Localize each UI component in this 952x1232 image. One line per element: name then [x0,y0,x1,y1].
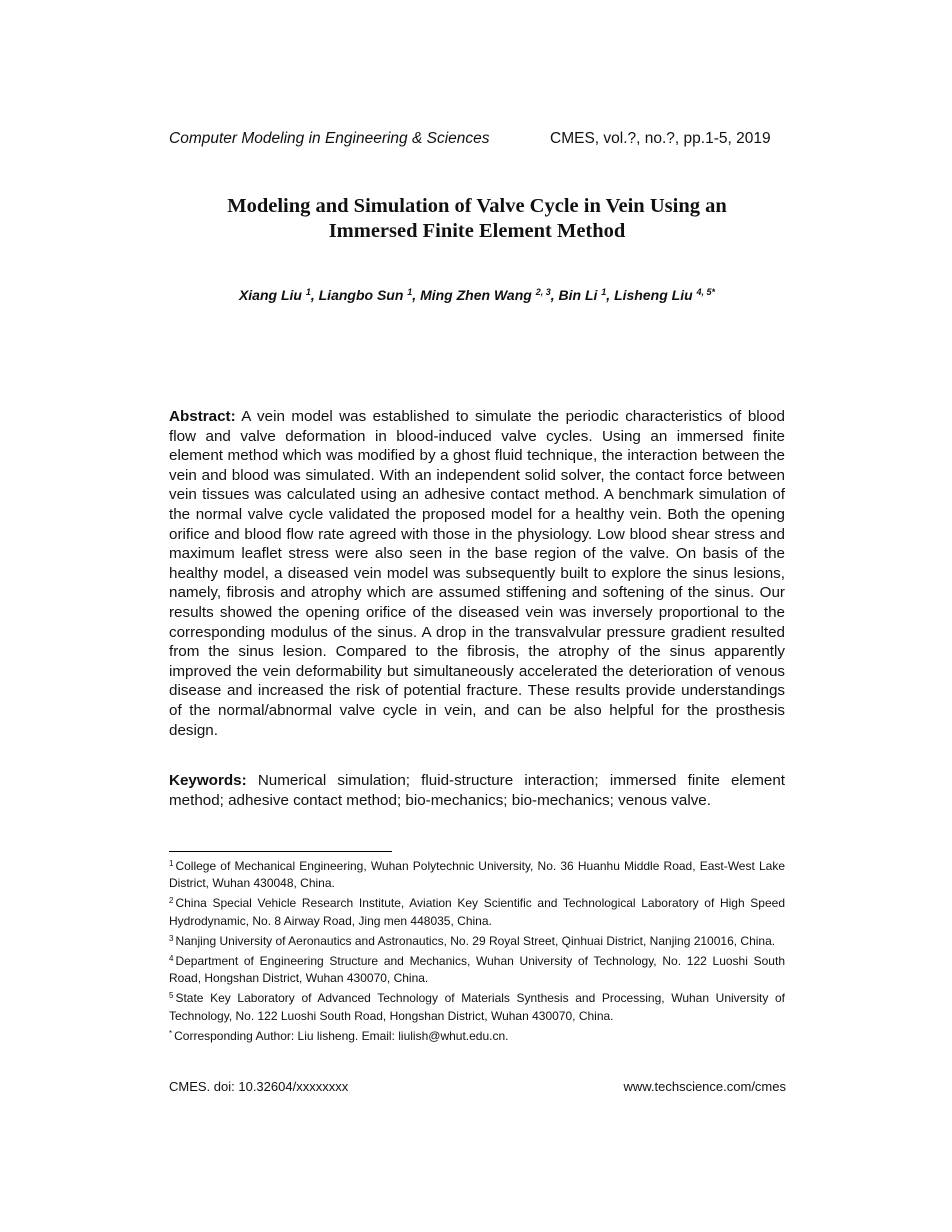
website-link[interactable]: www.techscience.com/cmes [623,1079,786,1094]
volume-info: CMES, vol.?, no.?, pp.1-5, 2019 [550,130,771,147]
affiliation-mark: 1 [305,287,311,297]
author: Bin Li $^1$, [558,287,615,303]
title-line-1: Modeling and Simulation of Valve Cycle in Vein Using an [227,195,727,217]
footnote: $^2$ China Special Vehicle Research Institute, Aviation Key Scientific and Technological Laboratory of High Speed Hydrodynamic, No. 8 Airway Road, Jing men 448035, China. [169,896,785,928]
affiliation-mark: 2, 3 [535,287,551,297]
affiliation-mark: 4, 5* [696,287,716,297]
title-line-2: Immersed Finite Element Method [328,220,626,242]
footnote: $^5$ State Key Laboratory of Advanced Technology of Materials Synthesis and Processing, Wuhan University of Technology, No. 122 Luoshi South Road, Hongshan District, Wuhan 430070, China. [169,991,785,1023]
affiliation-mark: 1 [601,287,607,297]
author-list [169,287,785,303]
abstract [169,407,785,740]
footnote: $^4$ Department of Engineering Structure and Mechanics, Wuhan University of Technology, No. 122 Luoshi South Road, Hongshan District, Wuhan 430070, China. [169,954,785,986]
author: Liangbo Sun $^1$, [318,287,421,303]
keywords-text: Numerical simulation; fluid-structure interaction; immersed finite element method; adhesive contact method; bio-mechanics; bio-mechanics; venous valve. [169,772,785,809]
author: Lisheng Liu $^{4, 5*}$ [614,287,716,303]
paper-title [169,194,785,244]
keywords [169,771,785,810]
author: Xiang Liu $^1$, [238,287,319,303]
footnote: $^1$ College of Mechanical Engineering, Wuhan Polytechnic University, No. 36 Huanhu Middle Road, East-West Lake District, Wuhan 430048, China. [169,859,785,891]
keywords-label: Keywords: [169,772,247,789]
affiliation-mark: 1 [407,287,413,297]
footnotes [169,858,785,1048]
footnote-corresponding: * Corresponding Author: Liu lisheng. Email: liulish@whut.edu.cn. [169,1028,509,1043]
abstract-label: Abstract: [169,408,236,425]
footnote-divider [169,851,392,852]
author: Ming Zhen Wang $^{2, 3}$, [420,287,559,303]
doi-text: CMES. doi: 10.32604/xxxxxxxx [169,1079,349,1094]
abstract-text: A vein model was established to simulate the periodic characteristics of blood flow and valve deformation in blood-induced valve cycles. Using an immersed finite element method which was modified by a ghost fluid technique, the interaction between the vein and blood was simulated. With an independent solid solver, the contact force between vein tissues was calculated using an adhesive contact method. A benchmark simulation of the normal valve cycle validated the proposed model for a healthy vein. Both the opening orifice and blood flow rate agreed with those in the physiology. Low blood shear stress and maximum leaflet stress were also seen in the base region of the valve. On basis of the healthy model, a diseased vein model was subsequently built to explore the sinus lesions, namely, fibrosis and atrophy which are assumed stiffening and softening of the sinus. Our results showed the opening orifice of the diseased vein was inversely proportional to the corresponding modulus of the sinus. A drop in the transvalvular pressure gradient resulted from the sinus lesion. Compared to the fibrosis, the atrophy of the sinus apparently improved the vein deformability but simultaneously accelerated the deterioration of venous disease and increased the risk of potential fracture. These results provide understandings of the normal/abnormal valve cycle in vein, and can be also helpful for the prosthesis design. [169,408,785,739]
footnote: $^3$ Nanjing University of Aeronautics and Astronautics, No. 29 Royal Street, Qinhuai District, Nanjing 210016, China. [169,933,776,948]
journal-name: Computer Modeling in Engineering & Sciences [169,130,490,147]
